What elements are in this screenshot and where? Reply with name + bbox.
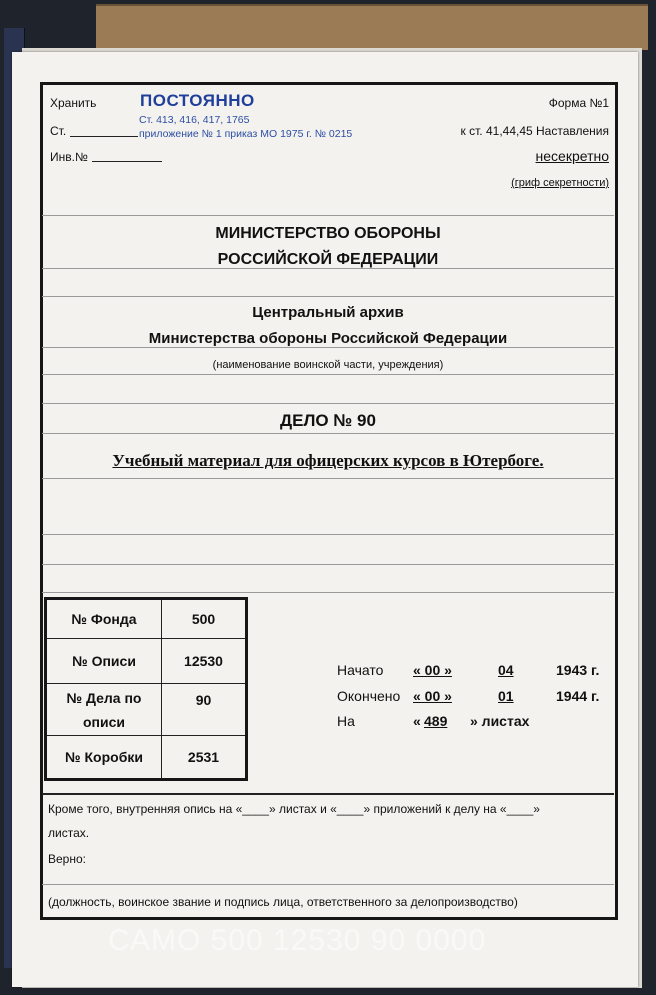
started-year: 1943 г. [556, 662, 600, 678]
case-label-line-1: № Дела по [66, 689, 142, 706]
inventory-statement-cont: листах. [48, 826, 90, 840]
stamp-line-1: Ст. 413, 416, 417, 1765 [139, 114, 250, 126]
rule [42, 347, 614, 348]
sheets-count: 489 [424, 713, 448, 729]
case-number: ДЕЛО № 90 [280, 411, 376, 430]
rule [42, 296, 614, 297]
stamp-line-2: приложение № 1 приказ МО 1975 г. № 0215 [139, 128, 353, 140]
permanent-stamp-title: ПОСТОЯННО [140, 91, 255, 110]
ended-year: 1944 г. [556, 688, 600, 704]
case-subject: Учебный материал для офицерских курсов в Ютербоге. [112, 451, 544, 470]
table-row [46, 736, 247, 780]
inventory-statement: Кроме того, внутренняя опись на «____» листах и «____» приложений к делу на «____» [48, 802, 540, 816]
form-label: Форма №1 [548, 96, 609, 110]
secrecy-level: несекретно [535, 148, 609, 164]
inv-line [92, 161, 162, 162]
case-by-inventory-label [46, 684, 162, 736]
rule [42, 793, 614, 795]
rule [42, 215, 614, 216]
case-value: 90 [162, 684, 247, 736]
started-month: 04 [498, 662, 514, 678]
archive-line-1: Центральный архив [252, 304, 404, 321]
verified-label: Верно: [48, 852, 86, 866]
sheets-suffix: » листах [470, 713, 530, 729]
st-label: Ст. [50, 124, 67, 138]
ended-label: Окончено [337, 688, 401, 704]
box-label: № Коробки [46, 736, 162, 780]
box-value: 2531 [162, 736, 247, 780]
st-line [70, 136, 138, 137]
ministry-line-1: МИНИСТЕРСТВО ОБОРОНЫ [215, 225, 441, 242]
signature-note: (должность, воинское звание и подпись лица, ответственного за делопроизводство) [48, 895, 518, 909]
ministry-line-2: РОССИЙСКОЙ ФЕДЕРАЦИИ [217, 251, 439, 268]
fund-label: № Фонда [46, 599, 162, 639]
rule [42, 564, 614, 565]
rule [42, 884, 614, 885]
unit-note: (наименование воинской части, учреждения) [212, 359, 444, 371]
rule [42, 478, 614, 479]
keep-label: Хранить [50, 96, 97, 110]
started-label: Начато [337, 662, 384, 678]
fund-value: 500 [162, 599, 247, 639]
sheets-prefix: На [337, 713, 355, 729]
rule [42, 374, 614, 375]
rule [42, 403, 614, 404]
form-reference: к ст. 41,44,45 Наставления [460, 124, 609, 138]
ended-day: « 00 » [413, 688, 452, 704]
case-label-line-2: описи [82, 713, 125, 730]
inv-label: Инв.№ [50, 150, 88, 164]
rule [42, 534, 614, 535]
fund-table [44, 597, 248, 781]
inventory-label: № Описи [46, 639, 162, 684]
table-row [46, 684, 247, 736]
secrecy-note: (гриф секретности) [511, 177, 609, 189]
table-row [46, 599, 247, 639]
archive-watermark: САМО 500 12530 90 0000 [108, 924, 487, 957]
table-row [46, 639, 247, 684]
archive-line-2: Министерства обороны Российской Федерации [148, 330, 508, 347]
rule [42, 592, 614, 593]
inventory-value: 12530 [162, 639, 247, 684]
folder-board [96, 4, 648, 50]
started-day: « 00 » [413, 662, 452, 678]
sheets-open-quote: « [413, 713, 421, 729]
rule [42, 433, 614, 434]
ended-month: 01 [498, 688, 514, 704]
